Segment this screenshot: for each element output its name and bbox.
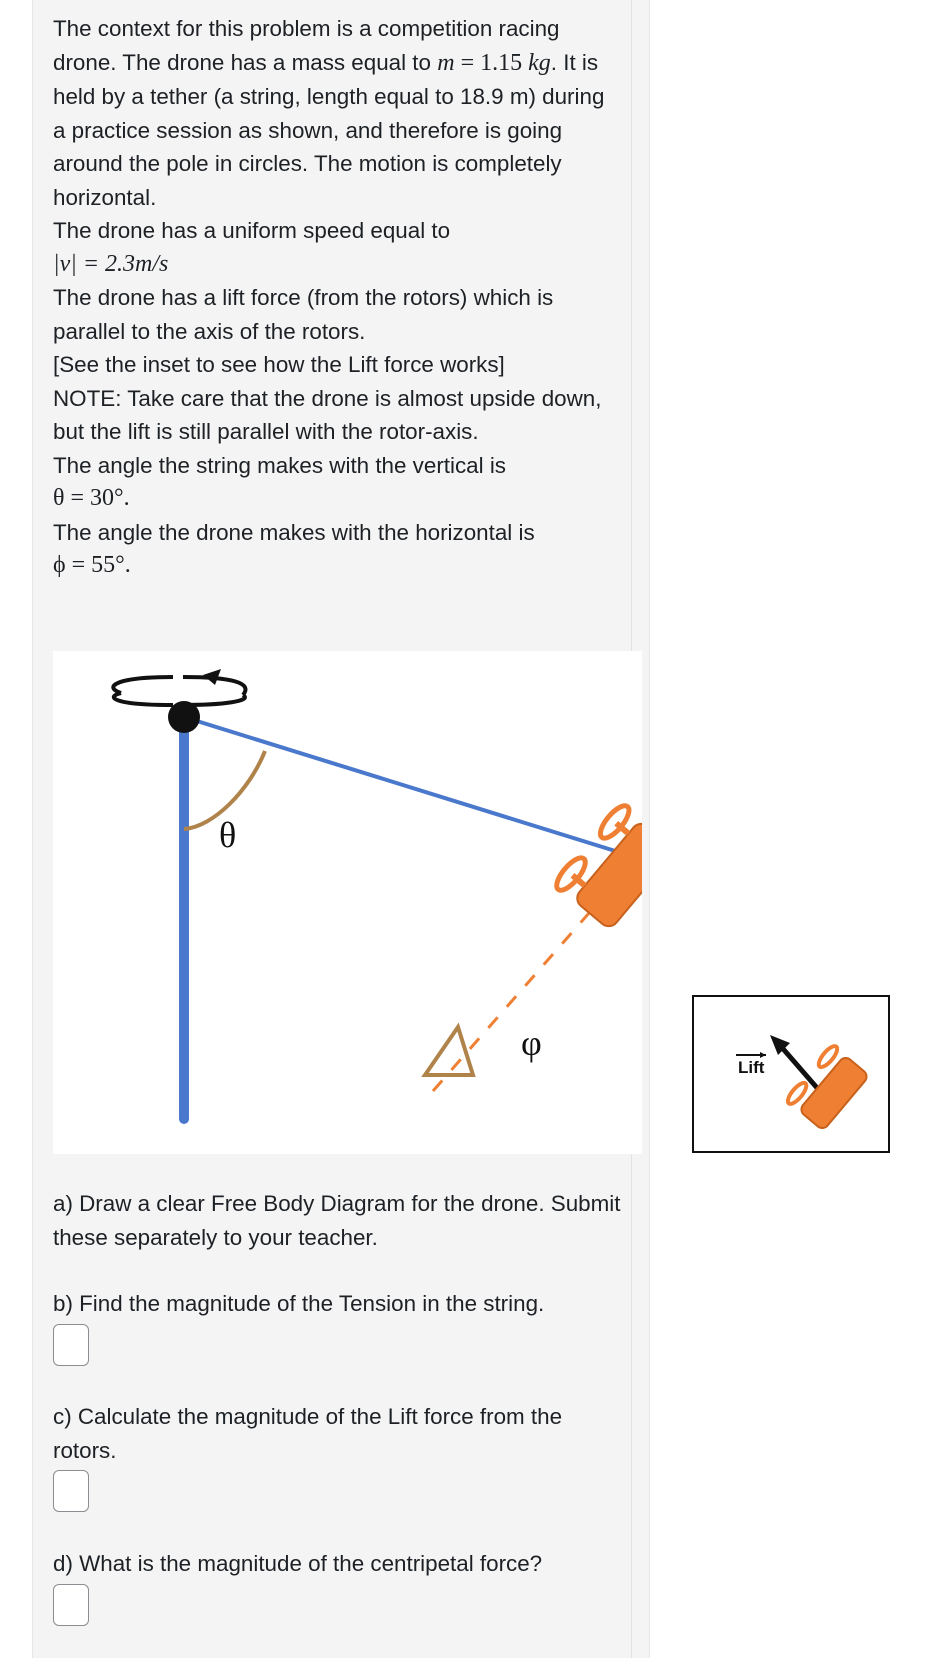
question-a: a) Draw a clear Free Body Diagram for the drone. Submit these separately to your teacher.: [53, 1191, 621, 1250]
inset-drone: [785, 1043, 870, 1131]
lift-arrow: [778, 1043, 818, 1089]
lift-text: The drone has a lift force (from the rotors) which is parallel to the axis of the rotors.: [53, 285, 554, 344]
mass-math: m = 1.15 kg: [437, 49, 551, 76]
answer-input-b[interactable]: [53, 1324, 89, 1366]
tether-string: [184, 717, 641, 859]
phi-label: φ: [521, 1023, 542, 1063]
lift-inset: [692, 995, 890, 1153]
intro-text: The context for this problem is a competition racing drone. The drone has a mass equal to: [53, 16, 560, 75]
question-c: c) Calculate the magnitude of the Lift force from the rotors.: [53, 1404, 563, 1463]
rotation-arrow-lower: [114, 693, 173, 705]
phi-triangle: [425, 1027, 473, 1075]
inset-svg: [694, 997, 888, 1151]
speed-math: |v| = 2.3m/s: [53, 250, 169, 277]
phi-text: The angle the drone makes with the horizontal is: [53, 519, 535, 545]
phi-math: ϕ = 55°.: [53, 552, 131, 578]
theta-label: θ: [219, 815, 237, 855]
answer-input-c[interactable]: [53, 1470, 89, 1512]
problem-statement: [53, 12, 623, 583]
drone: [552, 801, 642, 931]
rotation-arrow-left: [113, 677, 173, 693]
drone-diagram: [53, 651, 642, 1154]
tether-text: It is held by a tether (a string, length equal to 18.9 m) during a practice session as shown, and therefore is going around the pole in circles. The motion is completely horizontal.: [53, 49, 605, 210]
lift-label: Lift: [738, 1058, 765, 1077]
answer-input-d[interactable]: [53, 1584, 89, 1626]
speed-text: The drone has a uniform speed equal to: [53, 218, 451, 243]
upside-down-note: NOTE: Take care that the drone is almost upside down, but the lift is still parallel with the rotor-axis.: [53, 385, 602, 444]
intro-paragraph: The context for this problem is a competition racing drone. The drone has a mass equal to m = 1.15 kg. It is held by a tether (a string, length equal to 18.9 m) during a practice session as shown, and therefore is going around the pole in circles. The motion is completely horizontal.: [53, 16, 605, 210]
question-d: d) What is the magnitude of the centripetal force?: [53, 1551, 543, 1576]
pivot: [168, 701, 200, 733]
question-b: b) Find the magnitude of the Tension in the string.: [53, 1291, 545, 1316]
diagram-svg: [53, 651, 642, 1154]
inset-note: [See the inset to see how the Lift force works]: [53, 352, 505, 377]
theta-text: The angle the string makes with the vertical is: [53, 452, 506, 478]
theta-math: θ = 30°.: [53, 485, 130, 511]
